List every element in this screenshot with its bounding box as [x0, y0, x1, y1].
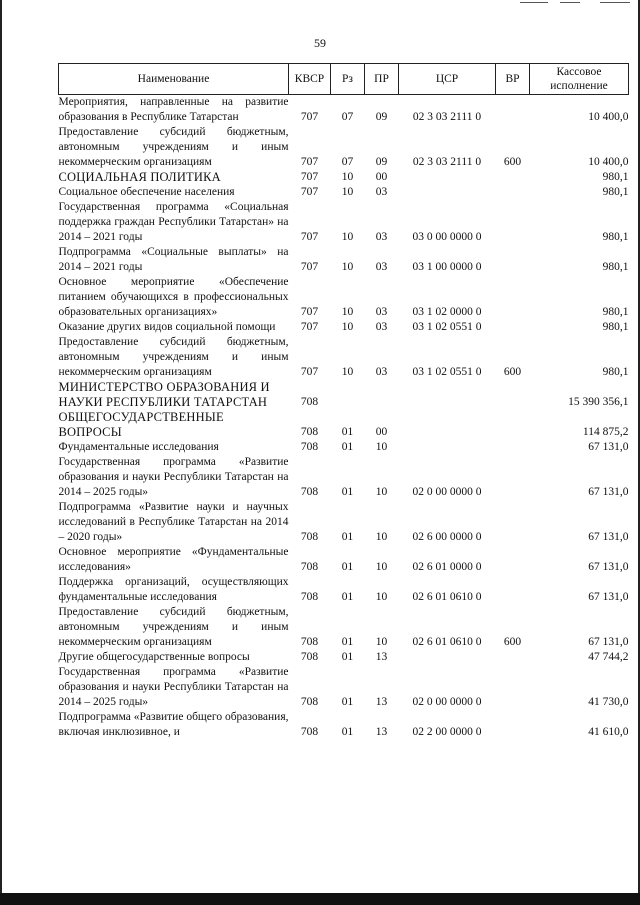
row-amount: 10 400,0: [588, 156, 629, 168]
row-vr: [496, 500, 530, 545]
row-csr: 02 3 03 2111 0: [412, 156, 482, 168]
row-name: Государственная программа «Социальная поддержка граждан Республики Татарстан» на 2014 – 2021 годы: [58, 201, 289, 243]
row-rz: 10: [341, 261, 354, 273]
table-row: [59, 650, 629, 665]
row-name: Основное мероприятие «Фундаментальные исследования»: [58, 546, 289, 573]
row-vr: 600: [503, 636, 522, 648]
row-csr: 02 3 03 2111 0: [412, 111, 482, 123]
row-kvsr: 708: [300, 561, 319, 573]
row-amount: 67 131,0: [588, 531, 629, 543]
scan-mark: [520, 2, 548, 3]
row-csr: 02 6 00 0000 0: [412, 531, 482, 543]
row-vr: 600: [503, 156, 522, 168]
header-rz: Рз: [331, 64, 365, 95]
row-csr: [399, 170, 496, 185]
row-amount: 67 131,0: [588, 441, 629, 453]
row-vr: [496, 380, 530, 410]
row-vr: [496, 440, 530, 455]
row-kvsr: 707: [300, 231, 319, 243]
row-kvsr: 708: [300, 696, 319, 708]
row-kvsr: 707: [300, 261, 319, 273]
row-name: Социальное обеспечение населения: [58, 186, 235, 198]
table-row: [59, 440, 629, 455]
row-pr: 10: [375, 636, 388, 648]
row-pr: [365, 380, 399, 410]
row-vr: [496, 95, 530, 126]
row-name: Подпрограмма «Развитие науки и научных исследований в Республике Татарстан на 2014 – 2020 годы»: [58, 501, 289, 543]
table-row: [59, 170, 629, 185]
row-pr: 03: [375, 261, 388, 273]
table-body: [59, 95, 629, 741]
row-amount: 980,1: [602, 171, 629, 183]
row-pr: 13: [375, 696, 388, 708]
row-amount: 67 131,0: [588, 561, 629, 573]
page-number: 59: [314, 36, 326, 50]
row-pr: 03: [375, 231, 388, 243]
row-name: Государственная программа «Развитие образования и науки Республики Татарстан на 2014 – 2025 годы»: [58, 456, 289, 498]
row-pr: 00: [375, 171, 388, 183]
row-kvsr: 708: [300, 651, 319, 663]
row-rz: 01: [341, 531, 354, 543]
row-pr: 10: [375, 561, 388, 573]
row-pr: 00: [375, 426, 388, 438]
row-amount: 15 390 356,1: [568, 396, 629, 408]
row-csr: 03 1 02 0000 0: [412, 306, 482, 318]
row-pr: 03: [375, 321, 388, 333]
row-amount: 67 131,0: [588, 591, 629, 603]
table-header-row: [59, 64, 629, 95]
row-kvsr: 707: [300, 321, 319, 333]
row-pr: 03: [375, 186, 388, 198]
table-row: [59, 200, 629, 245]
row-pr: 10: [375, 531, 388, 543]
row-amount: 980,1: [602, 306, 629, 318]
table-row: [59, 710, 629, 740]
row-name: Предоставление субсидий бюджетным, автономным учреждениям и иным некоммерческим организациям: [58, 126, 289, 168]
row-csr: 02 6 01 0610 0: [412, 636, 482, 648]
table-row: [59, 500, 629, 545]
row-csr: [399, 440, 496, 455]
table-row: [59, 410, 629, 440]
row-amount: 980,1: [602, 366, 629, 378]
row-kvsr: 707: [300, 156, 319, 168]
row-name: МИНИСТЕРСТВО ОБРАЗОВАНИЯ И НАУКИ РЕСПУБЛИКИ ТАТАРСТАН: [58, 380, 270, 409]
row-amount: 980,1: [602, 321, 629, 333]
row-csr: 03 1 00 0000 0: [412, 261, 482, 273]
row-vr: [496, 545, 530, 575]
scan-mark: [560, 2, 580, 3]
row-vr: [496, 185, 530, 200]
row-pr: 10: [375, 441, 388, 453]
table-row: [59, 275, 629, 320]
row-name: Фундаментальные исследования: [58, 441, 219, 453]
row-name: СОЦИАЛЬНАЯ ПОЛИТИКА: [58, 170, 221, 184]
row-rz: 10: [341, 171, 354, 183]
row-csr: 02 6 01 0610 0: [412, 591, 482, 603]
header-vr: ВР: [496, 64, 530, 95]
row-kvsr: 707: [300, 366, 319, 378]
row-rz: 01: [341, 726, 354, 738]
row-name: Мероприятия, направленные на развитие образования в Республике Татарстан: [58, 96, 289, 123]
row-rz: 01: [341, 651, 354, 663]
row-csr: 02 0 00 0000 0: [412, 696, 482, 708]
row-vr: [496, 275, 530, 320]
row-kvsr: 708: [300, 426, 319, 438]
row-amount: 67 131,0: [588, 636, 629, 648]
row-kvsr: 707: [300, 186, 319, 198]
row-csr: 03 1 02 0551 0: [412, 366, 482, 378]
row-kvsr: 707: [300, 306, 319, 318]
table-row: [59, 455, 629, 500]
row-rz: [331, 380, 365, 410]
row-csr: [399, 410, 496, 440]
row-pr: 09: [375, 156, 388, 168]
row-pr: 10: [375, 486, 388, 498]
row-rz: 10: [341, 306, 354, 318]
row-vr: [496, 665, 530, 710]
row-vr: 600: [503, 366, 522, 378]
row-pr: 13: [375, 726, 388, 738]
row-rz: 10: [341, 186, 354, 198]
row-name: Государственная программа «Развитие образования и науки Республики Татарстан на 2014 – 2025 годы»: [58, 666, 289, 708]
table-row: [59, 605, 629, 650]
row-name: ОБЩЕГОСУДАРСТВЕННЫЕ ВОПРОСЫ: [58, 410, 224, 439]
row-name: Поддержка организаций, осуществляющих фундаментальные исследования: [58, 576, 289, 603]
budget-table: [58, 63, 629, 740]
row-pr: 10: [375, 591, 388, 603]
row-amount: 41 610,0: [588, 726, 629, 738]
row-amount: 980,1: [602, 231, 629, 243]
row-rz: 01: [341, 426, 354, 438]
row-kvsr: 707: [300, 111, 319, 123]
row-vr: [496, 410, 530, 440]
row-csr: 02 0 00 0000 0: [412, 486, 482, 498]
row-amount: 10 400,0: [588, 111, 629, 123]
row-amount: 67 131,0: [588, 486, 629, 498]
row-name: Предоставление субсидий бюджетным, автономным учреждениям и иным некоммерческим организациям: [58, 606, 289, 648]
row-amount: 47 744,2: [588, 651, 629, 663]
table-row: [59, 320, 629, 335]
row-kvsr: 708: [300, 441, 319, 453]
row-rz: 01: [341, 636, 354, 648]
header-name: Наименование: [59, 64, 289, 95]
row-csr: [399, 650, 496, 665]
row-vr: [496, 455, 530, 500]
header-amount: Кассовое исполнение: [530, 64, 629, 95]
row-amount: 114 875,2: [582, 426, 629, 438]
row-kvsr: 708: [300, 531, 319, 543]
table-row: [59, 575, 629, 605]
row-pr: 03: [375, 366, 388, 378]
row-name: Основное мероприятие «Обеспечение питанием обучающихся в профессиональных образовательных организациях»: [58, 276, 289, 318]
row-pr: 09: [375, 111, 388, 123]
row-pr: 03: [375, 306, 388, 318]
row-name: Подпрограмма «Развитие общего образования, включая инклюзивное, и: [58, 711, 289, 738]
row-rz: 01: [341, 591, 354, 603]
row-pr: 13: [375, 651, 388, 663]
row-vr: [496, 320, 530, 335]
row-rz: 01: [341, 486, 354, 498]
row-vr: [496, 200, 530, 245]
row-amount: 980,1: [602, 186, 629, 198]
row-rz: 01: [341, 696, 354, 708]
table-row: [59, 245, 629, 275]
header-kvsr: КВСР: [289, 64, 331, 95]
row-csr: 03 1 02 0551 0: [412, 321, 482, 333]
row-rz: 01: [341, 441, 354, 453]
table-row: [59, 185, 629, 200]
row-name: Оказание других видов социальной помощи: [58, 321, 276, 333]
table-row: [59, 95, 629, 126]
row-csr: 02 2 00 0000 0: [412, 726, 482, 738]
row-amount: 41 730,0: [588, 696, 629, 708]
row-kvsr: 708: [300, 486, 319, 498]
row-kvsr: 708: [300, 636, 319, 648]
row-name: Подпрограмма «Социальные выплаты» на 2014 – 2021 годы: [58, 246, 289, 273]
row-rz: 10: [341, 321, 354, 333]
row-kvsr: 708: [300, 591, 319, 603]
row-csr: [399, 380, 496, 410]
table-row: [59, 380, 629, 410]
header-pr: ПР: [365, 64, 399, 95]
row-amount: 980,1: [602, 261, 629, 273]
row-csr: 03 0 00 0000 0: [412, 231, 482, 243]
row-name: Другие общегосударственные вопросы: [58, 651, 250, 663]
table-row: [59, 665, 629, 710]
row-rz: 07: [341, 156, 354, 168]
header-csr: ЦСР: [399, 64, 496, 95]
row-csr: [399, 185, 496, 200]
row-rz: 10: [341, 366, 354, 378]
row-kvsr: 708: [300, 396, 319, 408]
table-row: [59, 335, 629, 380]
scan-bottom-edge: [0, 893, 640, 905]
row-name: Предоставление субсидий бюджетным, автономным учреждениям и иным некоммерческим организациям: [58, 336, 289, 378]
row-csr: 02 6 01 0000 0: [412, 561, 482, 573]
row-vr: [496, 650, 530, 665]
row-vr: [496, 170, 530, 185]
row-vr: [496, 575, 530, 605]
row-rz: 07: [341, 111, 354, 123]
row-rz: 10: [341, 231, 354, 243]
row-kvsr: 708: [300, 726, 319, 738]
row-kvsr: 707: [300, 171, 319, 183]
scan-left-edge: [0, 0, 2, 905]
scan-mark: [600, 2, 630, 3]
row-vr: [496, 710, 530, 740]
table-row: [59, 125, 629, 170]
row-vr: [496, 245, 530, 275]
table-row: [59, 545, 629, 575]
row-rz: 01: [341, 561, 354, 573]
